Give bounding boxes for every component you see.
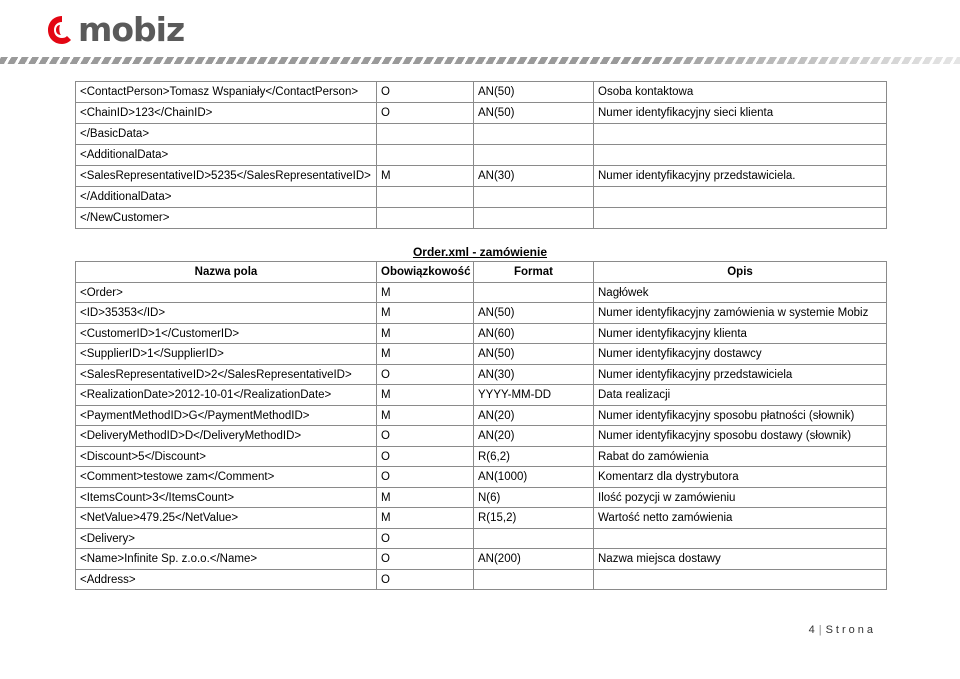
field-name-cell: <ChainID>123</ChainID>: [76, 103, 377, 124]
description-cell: Numer identyfikacyjny zamówienia w systemie Mobiz: [594, 303, 887, 324]
field-name-cell: <ID>35353</ID>: [76, 303, 377, 324]
description-cell: Numer identyfikacyjny przedstawiciela: [594, 364, 887, 385]
format-cell: [474, 187, 594, 208]
field-name-cell: <ContactPerson>Tomasz Wspaniały</ContactPerson>: [76, 82, 377, 103]
table-row: [76, 344, 887, 365]
field-name-cell: <RealizationDate>2012-10-01</RealizationDate>: [76, 385, 377, 406]
required-cell: M: [377, 405, 474, 426]
format-cell: AN(1000): [474, 467, 594, 488]
required-cell: O: [377, 426, 474, 447]
field-name-cell: <Name>Infinite Sp. z.o.o.</Name>: [76, 549, 377, 570]
required-cell: [377, 208, 474, 229]
required-cell: [377, 124, 474, 145]
required-cell: M: [377, 487, 474, 508]
format-cell: R(6,2): [474, 446, 594, 467]
description-cell: Data realizacji: [594, 385, 887, 406]
table-row: [76, 569, 887, 590]
format-cell: [474, 282, 594, 303]
table-row: [76, 446, 887, 467]
required-cell: O: [377, 569, 474, 590]
field-name-cell: <Discount>5</Discount>: [76, 446, 377, 467]
section-title: Order.xml - zamówienie: [412, 245, 548, 259]
table-row: [76, 103, 887, 124]
new-customer-table: [75, 81, 887, 229]
format-cell: AN(200): [474, 549, 594, 570]
format-cell: R(15,2): [474, 508, 594, 529]
table-row: [76, 282, 887, 303]
description-cell: Numer identyfikacyjny sposobu płatności (słownik): [594, 405, 887, 426]
description-cell: Osoba kontaktowa: [594, 82, 887, 103]
required-cell: M: [377, 344, 474, 365]
table-row: [76, 549, 887, 570]
page-footer: [809, 624, 876, 636]
table-row: [76, 145, 887, 166]
field-name-cell: <Delivery>: [76, 528, 377, 549]
description-cell: Ilość pozycji w zamówieniu: [594, 487, 887, 508]
page-number: 4: [808, 624, 815, 636]
table-row: [76, 187, 887, 208]
description-cell: Numer identyfikacyjny sposobu dostawy (słownik): [594, 426, 887, 447]
description-cell: [594, 124, 887, 145]
format-cell: N(6): [474, 487, 594, 508]
header-opis: Opis: [594, 262, 887, 283]
field-name-cell: <SalesRepresentativeID>5235</SalesRepresentativeID>: [76, 166, 377, 187]
format-cell: [474, 569, 594, 590]
page-label: Strona: [825, 624, 876, 636]
required-cell: M: [377, 385, 474, 406]
table-row: [76, 166, 887, 187]
description-cell: Rabat do zamówienia: [594, 446, 887, 467]
new-customer-table-body: [76, 82, 887, 229]
header-format: Format: [474, 262, 594, 283]
required-cell: M: [377, 323, 474, 344]
brand-name: mobiz: [78, 10, 185, 49]
required-cell: O: [377, 549, 474, 570]
required-cell: O: [377, 364, 474, 385]
format-cell: [474, 208, 594, 229]
field-name-cell: <Address>: [76, 569, 377, 590]
description-cell: [594, 145, 887, 166]
table-row: [76, 303, 887, 324]
format-cell: [474, 145, 594, 166]
table-row: [76, 487, 887, 508]
order-table: [75, 261, 887, 590]
description-cell: Nazwa miejsca dostawy: [594, 549, 887, 570]
field-name-cell: <DeliveryMethodID>D</DeliveryMethodID>: [76, 426, 377, 447]
format-cell: AN(20): [474, 426, 594, 447]
field-name-cell: <AdditionalData>: [76, 145, 377, 166]
description-cell: Numer identyfikacyjny klienta: [594, 323, 887, 344]
header-stripe-fade: [640, 57, 960, 64]
required-cell: M: [377, 282, 474, 303]
table-row: [76, 124, 887, 145]
format-cell: AN(60): [474, 323, 594, 344]
description-cell: Wartość netto zamówienia: [594, 508, 887, 529]
page-header: [0, 0, 960, 70]
field-name-cell: <SupplierID>1</SupplierID>: [76, 344, 377, 365]
order-table-body: [76, 282, 887, 590]
section-title-wrap: [0, 243, 960, 261]
table-row: [76, 323, 887, 344]
description-cell: Numer identyfikacyjny przedstawiciela.: [594, 166, 887, 187]
format-cell: AN(50): [474, 103, 594, 124]
format-cell: YYYY-MM-DD: [474, 385, 594, 406]
footer-separator: |: [818, 624, 822, 636]
field-name-cell: <ItemsCount>3</ItemsCount>: [76, 487, 377, 508]
description-cell: Komentarz dla dystrybutora: [594, 467, 887, 488]
table-row: [76, 385, 887, 406]
required-cell: [377, 145, 474, 166]
description-cell: [594, 528, 887, 549]
header-nazwa-pola: Nazwa pola: [76, 262, 377, 283]
required-cell: O: [377, 467, 474, 488]
field-name-cell: <Comment>testowe zam</Comment>: [76, 467, 377, 488]
format-cell: AN(30): [474, 166, 594, 187]
required-cell: O: [377, 528, 474, 549]
format-cell: AN(50): [474, 344, 594, 365]
description-cell: Nagłówek: [594, 282, 887, 303]
order-table-header-row: [76, 262, 887, 283]
table-row: [76, 208, 887, 229]
format-cell: AN(50): [474, 303, 594, 324]
table-row: [76, 508, 887, 529]
field-name-cell: <PaymentMethodID>G</PaymentMethodID>: [76, 405, 377, 426]
format-cell: [474, 528, 594, 549]
required-cell: O: [377, 82, 474, 103]
table-row: [76, 528, 887, 549]
description-cell: [594, 208, 887, 229]
field-name-cell: <NetValue>479.25</NetValue>: [76, 508, 377, 529]
field-name-cell: </NewCustomer>: [76, 208, 377, 229]
table-row: [76, 426, 887, 447]
header-obowiazkowosc: Obowiązkowość: [377, 262, 474, 283]
format-cell: [474, 124, 594, 145]
field-name-cell: <Order>: [76, 282, 377, 303]
description-cell: Numer identyfikacyjny sieci klienta: [594, 103, 887, 124]
field-name-cell: </BasicData>: [76, 124, 377, 145]
required-cell: M: [377, 303, 474, 324]
field-name-cell: <CustomerID>1</CustomerID>: [76, 323, 377, 344]
table-row: [76, 467, 887, 488]
mobiz-swirl-icon: [46, 14, 74, 46]
description-cell: [594, 187, 887, 208]
description-cell: Numer identyfikacyjny dostawcy: [594, 344, 887, 365]
mobiz-logo: [46, 10, 185, 49]
required-cell: [377, 187, 474, 208]
required-cell: O: [377, 446, 474, 467]
required-cell: M: [377, 166, 474, 187]
description-cell: [594, 569, 887, 590]
format-cell: AN(30): [474, 364, 594, 385]
field-name-cell: <SalesRepresentativeID>2</SalesRepresentativeID>: [76, 364, 377, 385]
table-row: [76, 82, 887, 103]
required-cell: O: [377, 103, 474, 124]
table-row: [76, 364, 887, 385]
format-cell: AN(50): [474, 82, 594, 103]
required-cell: M: [377, 508, 474, 529]
format-cell: AN(20): [474, 405, 594, 426]
table-row: [76, 405, 887, 426]
field-name-cell: </AdditionalData>: [76, 187, 377, 208]
